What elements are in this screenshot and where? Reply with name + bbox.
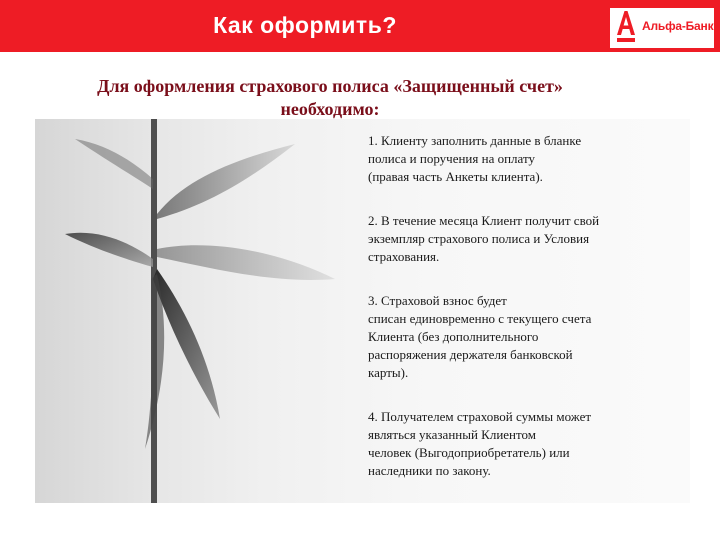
- step-3-line-5: карты).: [368, 365, 409, 380]
- step-2-line-3: страхования.: [368, 249, 440, 264]
- step-1: [368, 132, 698, 186]
- step-3-line-1: 3. Страховой взнос будет: [368, 293, 507, 308]
- subtitle-line-1: Для оформления страхового полиса «Защищенный счет»: [97, 76, 563, 96]
- alfa-bank-logo: [610, 8, 714, 48]
- step-2-line-1: 2. В течение месяца Клиент получит свой: [368, 213, 600, 228]
- page-title: Как оформить?: [213, 12, 397, 38]
- step-4-line-1: 4. Получателем страховой суммы может: [368, 409, 592, 424]
- step-3-line-3: Клиента (без дополнительного: [368, 329, 539, 344]
- step-3-line-4: распоряжения держателя банковской: [368, 347, 573, 362]
- step-1-line-3: (правая часть Анкеты клиента).: [368, 169, 543, 184]
- subtitle: [30, 75, 630, 121]
- header-bar: [0, 0, 720, 52]
- step-1-line-1: 1. Клиенту заполнить данные в бланке: [368, 133, 582, 148]
- step-4: [368, 408, 698, 480]
- step-2-line-2: экземпляр страхового полиса и Условия: [368, 231, 590, 246]
- steps-list: [368, 132, 698, 506]
- step-4-line-3: человек (Выгодоприобретатель) или: [368, 445, 570, 460]
- step-4-line-4: наследники по закону.: [368, 463, 491, 478]
- step-3: [368, 292, 698, 382]
- alfa-a-icon: [614, 9, 638, 47]
- step-3-line-2: списан единовременно с текущего счета: [368, 311, 592, 326]
- step-1-line-2: полиса и поручения на оплату: [368, 151, 535, 166]
- logo-text: Альфа-Банк: [642, 19, 714, 33]
- plant-image: [35, 119, 365, 503]
- subtitle-line-2: необходимо:: [280, 99, 380, 119]
- step-4-line-2: являться указанный Клиентом: [368, 427, 537, 442]
- step-2: [368, 212, 698, 266]
